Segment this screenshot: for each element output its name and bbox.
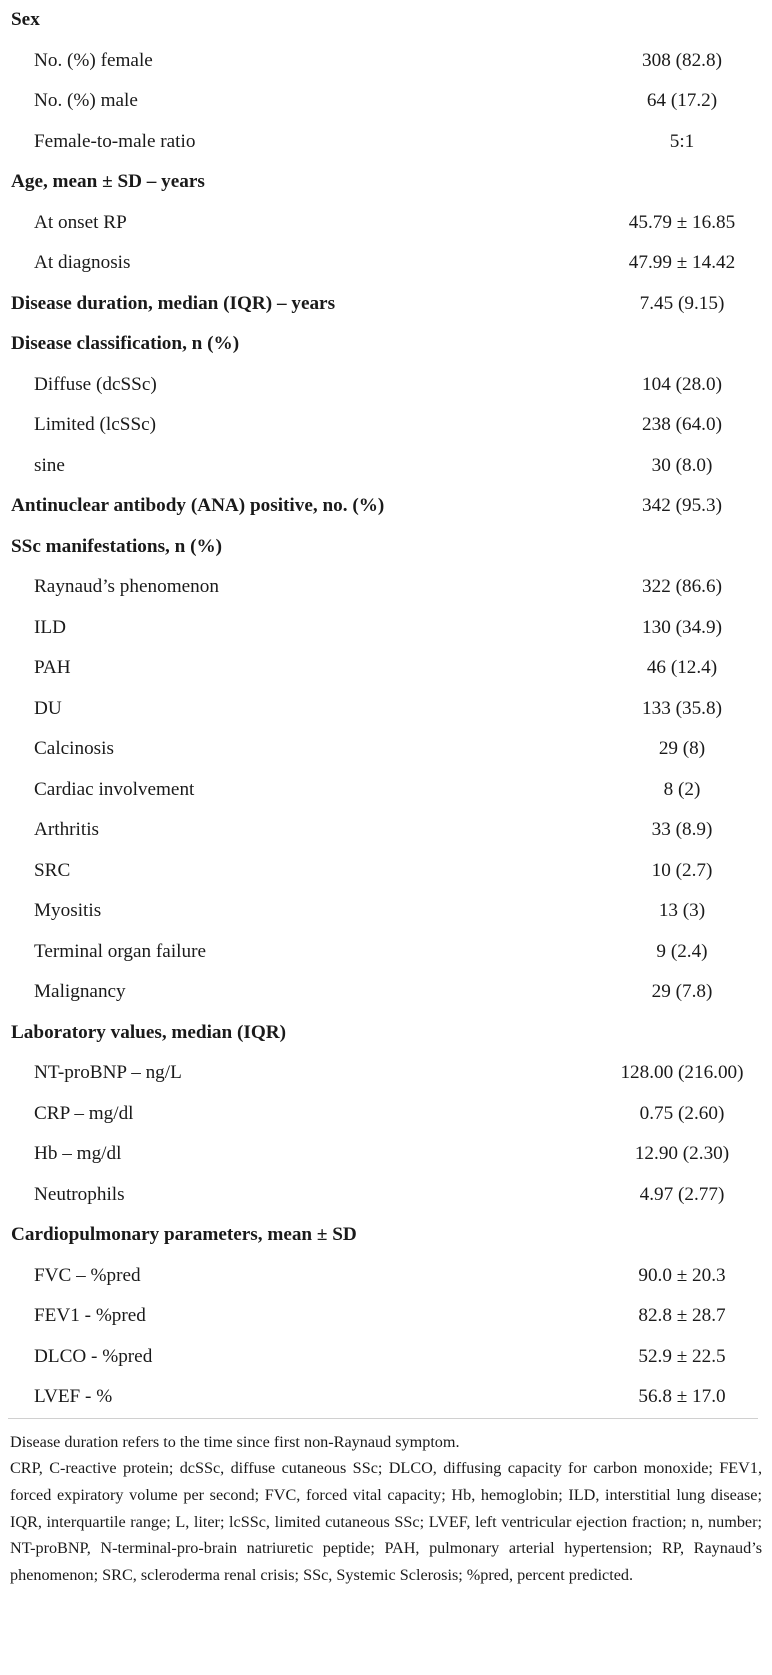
table-row <box>8 1337 758 1378</box>
section-label: Disease classification, n (%) <box>11 333 240 355</box>
table-row <box>8 972 758 1013</box>
row-label: No. (%) female <box>34 49 153 71</box>
row-value: 130 (34.9) <box>642 616 722 638</box>
row-label: Female-to-male ratio <box>34 130 196 152</box>
table-row <box>8 729 758 770</box>
row-label: Neutrophils <box>34 1183 125 1205</box>
table-section-row <box>8 486 758 527</box>
table-row <box>8 405 758 446</box>
table-row <box>8 1175 758 1216</box>
row-label: At onset RP <box>34 211 127 233</box>
row-value: 322 (86.6) <box>642 576 722 598</box>
table-section-row <box>8 1215 758 1256</box>
section-label: Laboratory values, median (IQR) <box>11 1021 287 1043</box>
row-value: 7.45 (9.15) <box>639 292 725 314</box>
section-label: Age, mean ± SD – years <box>11 171 205 193</box>
table-section-row <box>8 527 758 568</box>
row-label: sine <box>34 454 65 476</box>
row-label: At diagnosis <box>34 252 131 274</box>
table-section-row <box>8 284 758 325</box>
row-label: CRP – mg/dl <box>34 1102 134 1124</box>
row-label: Arthritis <box>34 819 100 841</box>
table-row <box>8 891 758 932</box>
table-row <box>8 648 758 689</box>
row-value: 133 (35.8) <box>642 697 722 719</box>
table-row <box>8 203 758 244</box>
row-value: 45.79 ± 16.85 <box>628 211 736 233</box>
row-value: 33 (8.9) <box>651 819 713 841</box>
footnote-duration: Disease duration refers to the time since first non-Raynaud symptom. <box>10 1432 460 1451</box>
table-row <box>8 122 758 163</box>
table-row <box>8 1296 758 1337</box>
row-value: 0.75 (2.60) <box>639 1102 725 1124</box>
row-value: 104 (28.0) <box>642 373 722 395</box>
row-value: 4.97 (2.77) <box>639 1183 725 1205</box>
section-label: SSc manifestations, n (%) <box>11 535 223 557</box>
table-row <box>8 851 758 892</box>
row-label: Myositis <box>34 900 102 922</box>
section-label: Antinuclear antibody (ANA) positive, no. (%) <box>11 495 385 517</box>
row-value: 128.00 (216.00) <box>620 1062 744 1084</box>
row-value: 56.8 ± 17.0 <box>638 1386 726 1408</box>
row-value: 29 (7.8) <box>651 981 713 1003</box>
table-row <box>8 446 758 487</box>
row-label: FVC – %pred <box>34 1264 141 1286</box>
table-row <box>8 41 758 82</box>
table-section-row <box>8 324 758 365</box>
row-label: DU <box>34 697 62 719</box>
row-label: Hb – mg/dl <box>34 1143 122 1165</box>
row-label: SRC <box>34 859 71 881</box>
table-section-row <box>8 162 758 203</box>
table-row <box>8 365 758 406</box>
row-value: 308 (82.8) <box>642 49 722 71</box>
table-row <box>8 243 758 284</box>
table-row <box>8 1134 758 1175</box>
table-row <box>8 810 758 851</box>
row-value: 64 (17.2) <box>646 90 718 112</box>
section-label: Cardiopulmonary parameters, mean ± SD <box>11 1224 357 1246</box>
row-label: No. (%) male <box>34 90 138 112</box>
row-label: Cardiac involvement <box>34 778 195 800</box>
table-row <box>8 1256 758 1297</box>
table-row <box>8 567 758 608</box>
section-label: Sex <box>11 9 40 31</box>
row-value: 13 (3) <box>658 900 706 922</box>
row-value: 9 (2.4) <box>656 940 708 962</box>
row-value: 82.8 ± 28.7 <box>638 1305 726 1327</box>
table-row <box>8 689 758 730</box>
row-value: 30 (8.0) <box>651 454 713 476</box>
row-label: Malignancy <box>34 981 126 1003</box>
row-label: Terminal organ failure <box>34 940 206 962</box>
row-value: 12.90 (2.30) <box>634 1143 730 1165</box>
row-value: 238 (64.0) <box>642 414 722 436</box>
row-label: PAH <box>34 657 71 679</box>
table-row <box>8 1377 758 1418</box>
table-row <box>8 608 758 649</box>
row-label: Limited (lcSSc) <box>34 414 157 436</box>
row-value: 52.9 ± 22.5 <box>638 1345 726 1367</box>
section-label: Disease duration, median (IQR) – years <box>11 292 336 314</box>
row-label: NT-proBNP – ng/L <box>34 1062 182 1084</box>
row-label: DLCO - %pred <box>34 1345 153 1367</box>
row-label: Raynaud’s phenomenon <box>34 576 219 598</box>
characteristics-table <box>8 0 758 1419</box>
row-value: 5:1 <box>669 130 695 152</box>
table-row <box>8 1053 758 1094</box>
row-label: FEV1 - %pred <box>34 1305 146 1327</box>
row-value: 47.99 ± 14.42 <box>628 252 736 274</box>
row-label: LVEF - % <box>34 1386 113 1408</box>
table-row <box>8 932 758 973</box>
row-label: Diffuse (dcSSc) <box>34 373 157 395</box>
row-value: 10 (2.7) <box>651 859 713 881</box>
row-label: ILD <box>34 616 66 638</box>
table-section-row <box>8 1013 758 1054</box>
table-row <box>8 81 758 122</box>
row-value: 29 (8) <box>658 738 706 760</box>
row-value: 90.0 ± 20.3 <box>638 1264 726 1286</box>
row-value: 8 (2) <box>663 778 701 800</box>
table-footnotes <box>8 1429 762 1589</box>
table-section-row <box>8 0 758 41</box>
row-label: Calcinosis <box>34 738 114 760</box>
footnote-abbreviations: CRP, C-reactive protein; dcSSc, diffuse cutaneous SSc; DLCO, diffusing capacity for carbon monoxide; FEV1, forced expiratory volume per second; FVC, forced vital capacity; Hb, hemoglobin; ILD, interstitial lung disease; IQR, interquartile range; L, liter; lcSSc, limited cutaneous SSc; LVEF, left ventricular ejection fraction; n, number; NT-proBNP, N-terminal-pro-brain natriuretic peptide; PAH, pulmonary arterial hypertension; RP, Raynaud’s phenomenon; SRC, scleroderma renal crisis; SSc, Systemic Sclerosis; %pred, percent predicted. <box>10 1459 762 1585</box>
table-row <box>8 770 758 811</box>
table-row <box>8 1094 758 1135</box>
table-body <box>8 0 758 1418</box>
row-value: 46 (12.4) <box>646 657 718 679</box>
row-value: 342 (95.3) <box>642 495 722 517</box>
